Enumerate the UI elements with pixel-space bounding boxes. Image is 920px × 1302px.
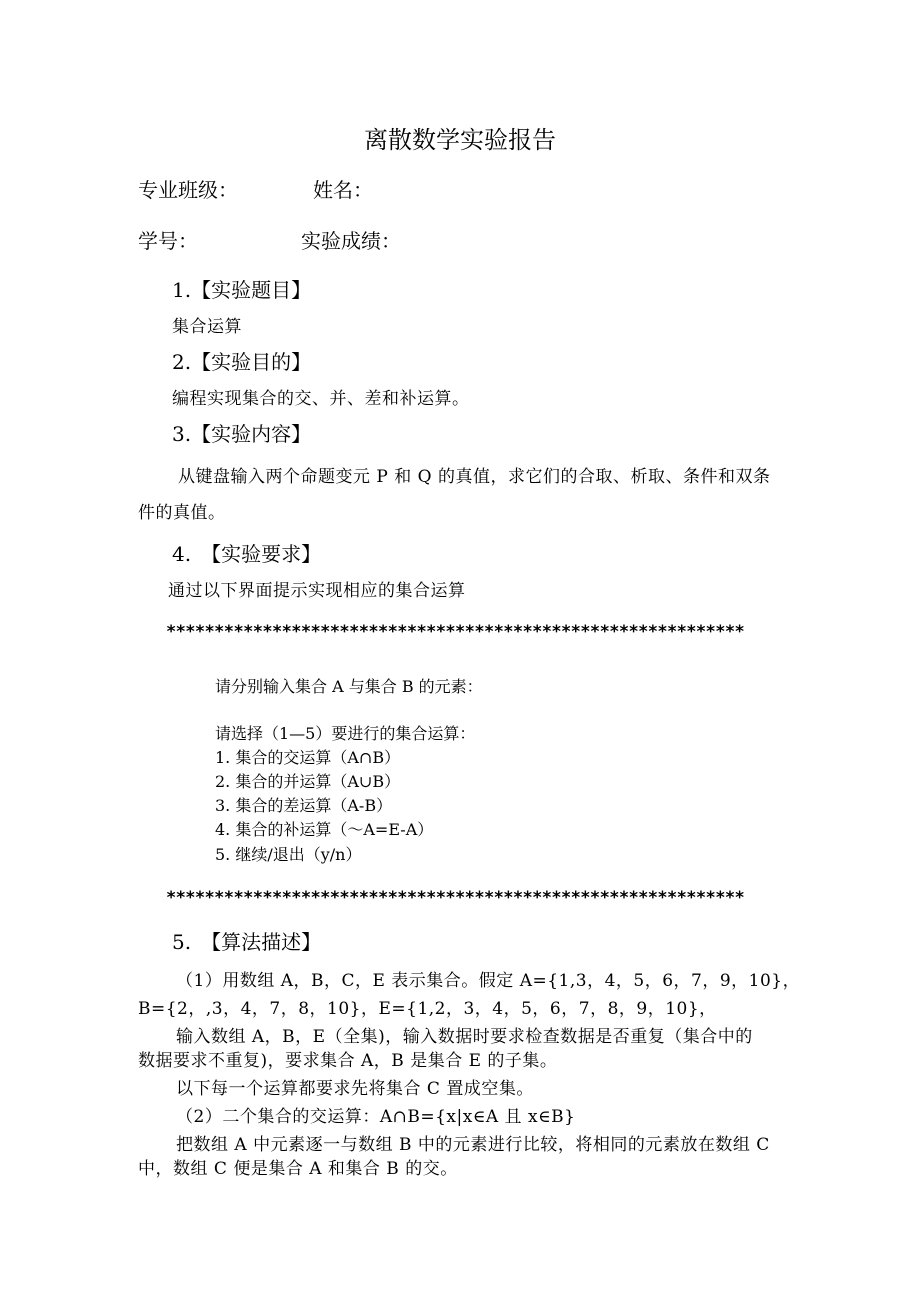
- section-4-text: 通过以下界面提示实现相应的集合运算: [168, 581, 466, 601]
- algorithm-p2-line2: 数据要求不重复)，要求集合 A，B 是集合 E 的子集。: [138, 1051, 558, 1071]
- algorithm-p1-line2: B={2，,3，4，7，8，10}，E={1,2，3，4，5，6，7，8，9，10}，: [138, 999, 717, 1019]
- section-5-heading: 5. 【算法描述】: [172, 930, 322, 954]
- name-label: 姓名：: [313, 178, 373, 202]
- section-2-text: 编程实现集合的交、并、差和补运算。: [172, 389, 470, 409]
- algorithm-p2-line1: 输入数组 A，B，E（全集)，输入数据时要求检查数据是否重复（集合中的: [176, 1027, 753, 1047]
- student-id-label: 学号：: [138, 229, 198, 253]
- algorithm-p3: 以下每一个运算都要求先将集合 C 置成空集。: [176, 1079, 534, 1099]
- menu-item-intersection: 1. 集合的交运算（A∩B）: [215, 748, 401, 767]
- section-3-text-line2: 件的真值。: [138, 503, 226, 523]
- menu-prompt-input: 请分别输入集合 A 与集合 B 的元素：: [215, 677, 483, 696]
- separator-stars-bottom: ************************************************************: [166, 888, 745, 908]
- menu-item-difference: 3. 集合的差运算（A-B）: [215, 796, 393, 815]
- grade-label: 实验成绩：: [301, 229, 401, 253]
- menu-item-continue-exit: 5. 继续/退出（y/n）: [215, 845, 362, 864]
- section-2-heading: 2.【实验目的】: [172, 350, 312, 374]
- algorithm-p1-line1: （1）用数组 A，B，C，E 表示集合。假定 A={1,3，4，5，6，7，9，10}，: [176, 971, 801, 991]
- menu-item-union: 2. 集合的并运算（A∪B）: [215, 772, 401, 791]
- section-1-text: 集合运算: [172, 317, 242, 337]
- algorithm-p4: （2）二个集合的交运算：A∩B={x|x∈A 且 x∈B}: [176, 1107, 576, 1127]
- algorithm-p5-line2: 中，数组 C 便是集合 A 和集合 B 的交。: [138, 1159, 458, 1179]
- separator-stars-top: ************************************************************: [166, 622, 745, 642]
- algorithm-p5-line1: 把数组 A 中元素逐一与数组 B 中的元素进行比较，将相同的元素放在数组 C: [176, 1135, 770, 1155]
- page-title: 离散数学实验报告: [364, 126, 556, 154]
- menu-prompt-select: 请选择（1—5）要进行的集合运算：: [215, 724, 476, 743]
- section-1-heading: 1.【实验题目】: [172, 278, 312, 302]
- section-3-text-line1: 从键盘输入两个命题变元 P 和 Q 的真值，求它们的合取、析取、条件和双条: [178, 467, 771, 487]
- section-3-heading: 3.【实验内容】: [172, 422, 312, 446]
- section-4-heading: 4. 【实验要求】: [172, 542, 322, 566]
- menu-item-complement: 4. 集合的补运算（～A=E-A）: [215, 820, 434, 839]
- class-label: 专业班级：: [138, 178, 238, 202]
